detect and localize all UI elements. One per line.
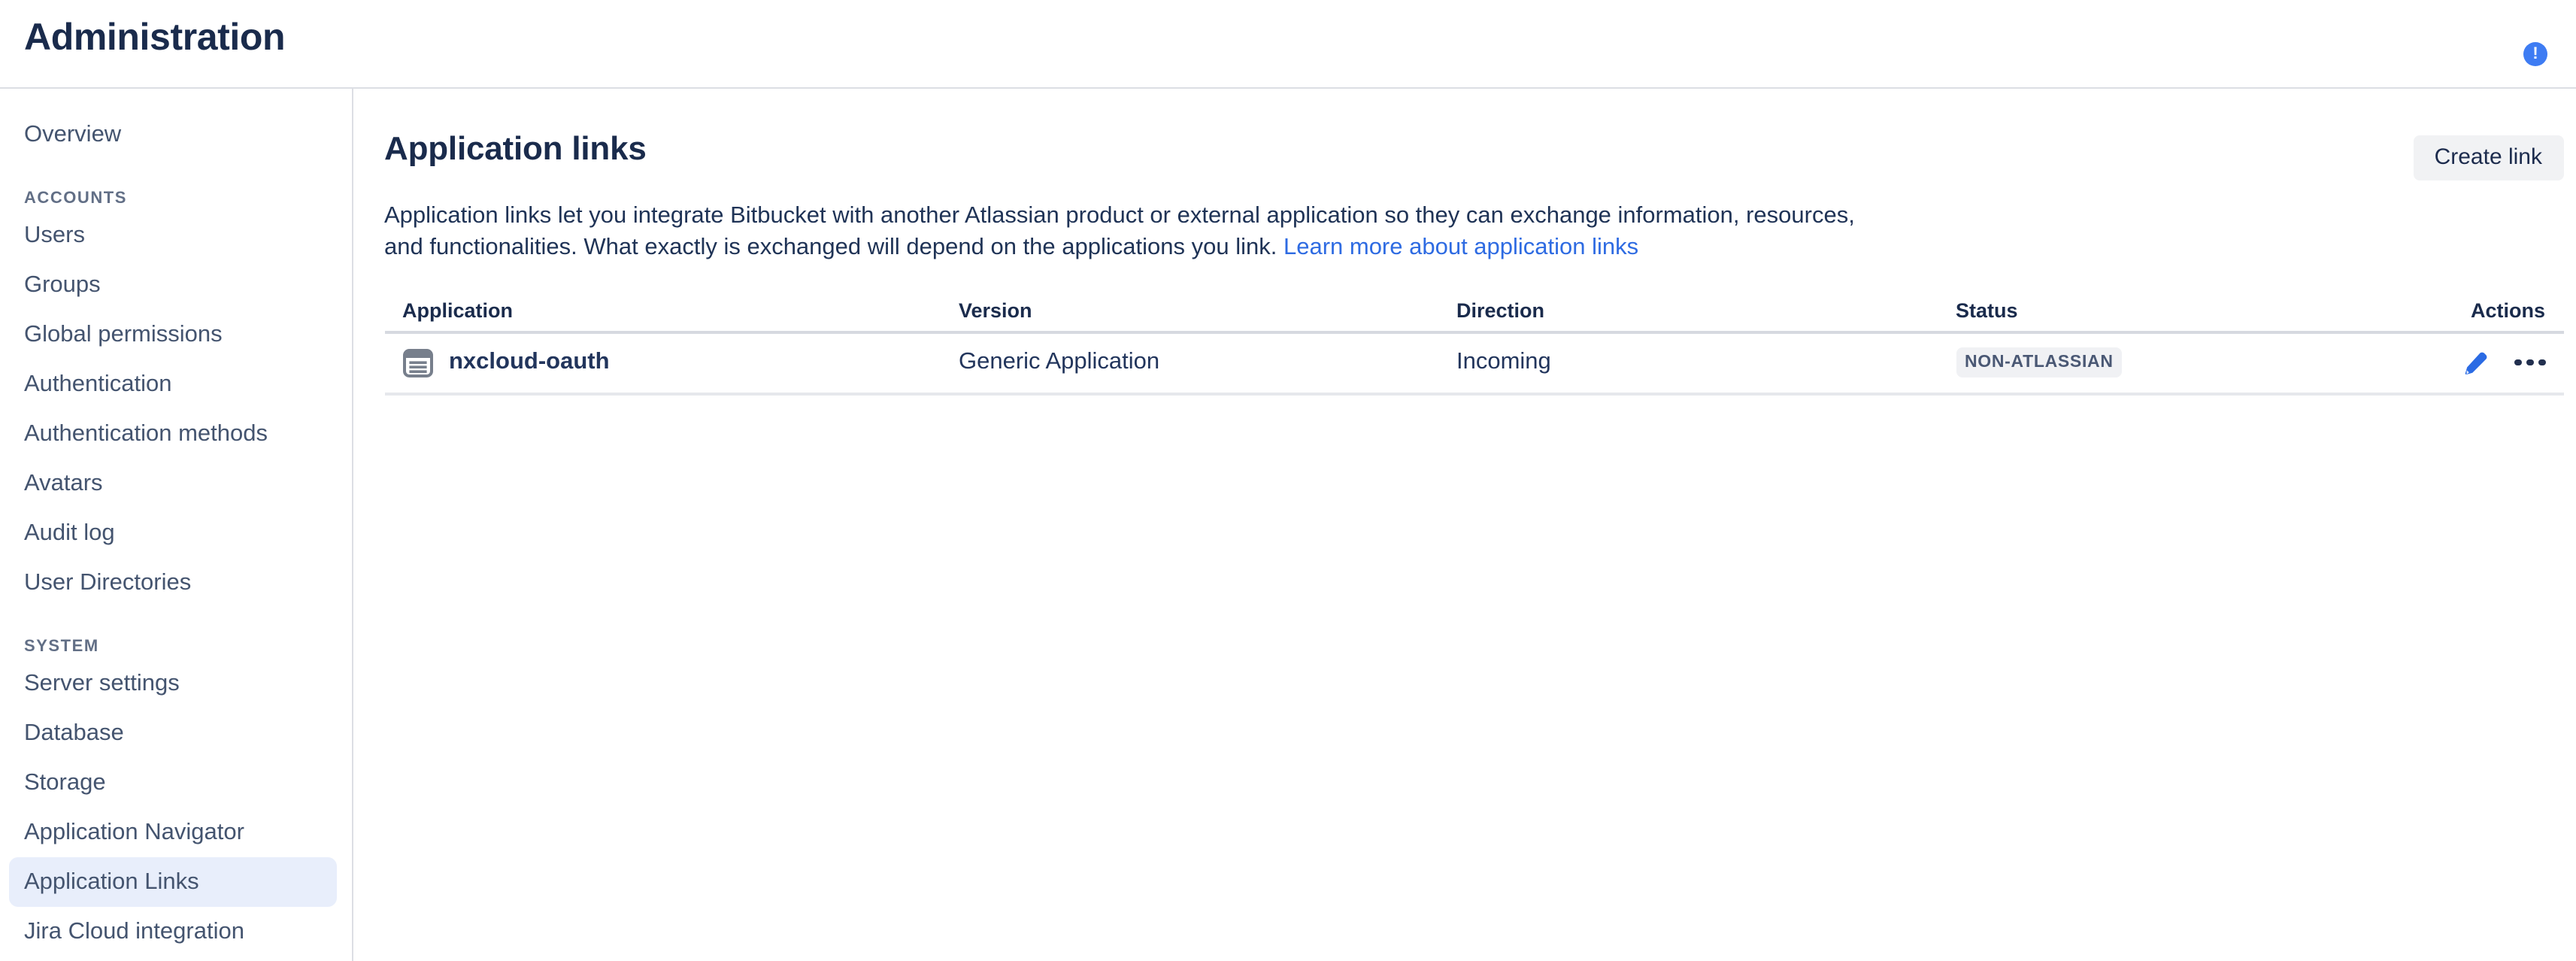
sidebar-item-application-navigator[interactable]: Application Navigator [24,819,244,844]
sidebar-item-global-permissions[interactable]: Global permissions [24,321,223,347]
sidebar-section-system [0,626,352,956]
sidebar-item-groups[interactable]: Groups [24,271,101,297]
top-bar [0,0,2576,89]
generic-application-icon [402,348,432,377]
table-body [384,333,2563,395]
edit-pencil-icon[interactable] [2463,350,2489,375]
page-title: Administration [24,17,286,59]
column-header-status: Status [1956,299,2018,321]
sidebar-item-authentication[interactable]: Authentication [24,371,172,396]
sidebar-item-database[interactable]: Database [24,720,124,745]
section-heading-accounts: ACCOUNTS [24,189,127,208]
sidebar-item-jira-cloud-integration[interactable]: Jira Cloud integration [24,918,244,944]
more-ellipsis-icon[interactable] [2514,359,2545,366]
sidebar-item-server-settings[interactable]: Server settings [24,670,180,696]
sidebar [0,89,353,961]
info-icon[interactable]: ! [2523,42,2547,66]
application-version: Generic Application [959,349,1160,374]
section-heading-system: SYSTEM [24,638,99,656]
main-header [384,89,2563,182]
application-name: nxcloud-oauth [449,349,610,374]
column-header-actions: Actions [2470,299,2545,321]
sidebar-section-accounts [0,177,352,608]
column-header-direction: Direction [1456,299,1545,321]
content-title: Application links [384,129,647,167]
application-links-table [384,299,2563,395]
main-content [355,89,2576,961]
sidebar-item-storage[interactable]: Storage [24,769,106,795]
application-direction: Incoming [1456,349,1551,374]
sidebar-item-authentication-methods[interactable]: Authentication methods [24,420,268,446]
column-header-application: Application [402,299,513,321]
sidebar-item-audit-log[interactable]: Audit log [24,520,115,545]
sidebar-item-avatars[interactable]: Avatars [24,470,103,496]
table-header-row [384,299,2563,333]
column-header-version: Version [959,299,1032,321]
table-row[interactable] [384,333,2563,395]
learn-more-link[interactable]: Learn more about application links [1283,234,1639,259]
status-badge: NON-ATLASSIAN [1956,347,2123,377]
description-line-1: Application links let you integrate Bitbucket with another Atlassian product or external application so they can exchange information, resources, [384,202,1855,228]
description-line-2: and functionalities. What exactly is exchanged will depend on the applications you link. [384,234,1277,259]
sidebar-item-overview[interactable]: Overview [24,121,122,147]
sidebar-item-user-directories[interactable]: User Directories [24,569,192,595]
sidebar-item-application-links[interactable]: Application Links [9,857,337,907]
create-link-button[interactable]: Create link [2414,135,2563,180]
description [384,199,2563,262]
sidebar-item-users[interactable]: Users [24,222,85,247]
